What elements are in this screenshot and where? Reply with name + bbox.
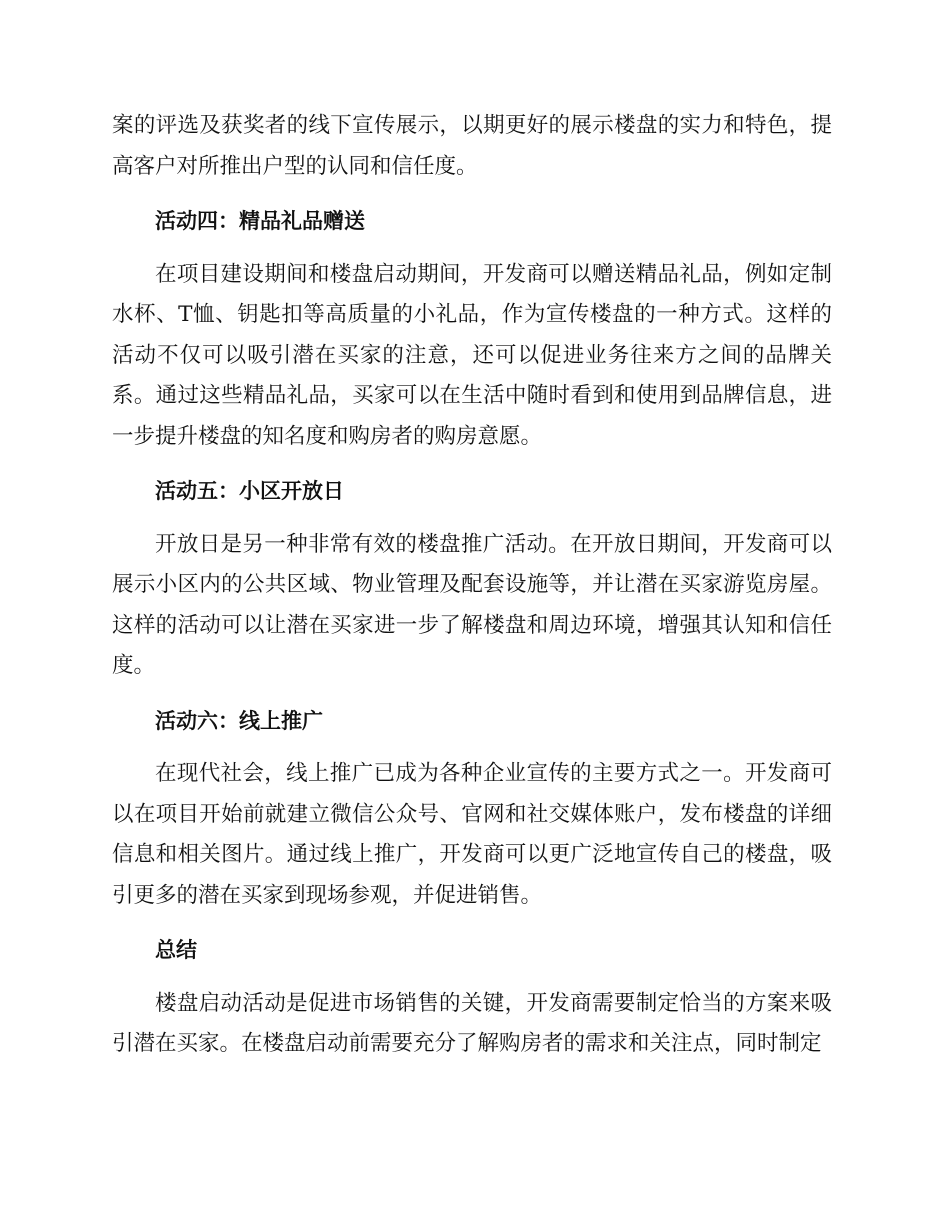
paragraph-continued: 案的评选及获奖者的线下宣传展示，以期更好的展示楼盘的实力和特色，提高客户对所推出户型的认同和信任度。 [112, 113, 832, 179]
paragraph-online-promotion: 在现代社会，线上推广已成为各种企业宣传的主要方式之一。开发商可以在项目开始前就建立微信公众号、官网和社交媒体账户，发布楼盘的详细信息和相关图片。通过线上推广，开发商可以更广泛地宣传自己的楼盘，吸引更多的潜在买家到现场参观，并促进销售。 [112, 761, 832, 908]
section-heading-activity-4: 活动四：精品礼品赠送 [155, 209, 365, 233]
paragraph-gift-giveaway: 在项目建设期间和楼盘启动期间，开发商可以赠送精品礼品，例如定制水杯、T恤、钥匙扣等高质量的小礼品，作为宣传楼盘的一种方式。这样的活动不仅可以吸引潜在买家的注意，还可以促进业务往来方之间的品牌关系。通过这些精品礼品，买家可以在生活中随时看到和使用到品牌信息，进一步提升楼盘的知名度和购房者的购房意愿。 [112, 261, 832, 449]
section-heading-activity-6: 活动六：线上推广 [155, 708, 323, 733]
paragraph-open-day: 开放日是另一种非常有效的楼盘推广活动。在开放日期间，开发商可以展示小区内的公共区域、物业管理及配套设施等，并让潜在买家游览房屋。这样的活动可以让潜在买家进一步了解楼盘和周边环境，增强其认知和信任度。 [112, 531, 832, 678]
document-body [112, 106, 832, 1065]
section-heading-activity-5: 活动五：小区开放日 [155, 479, 344, 503]
paragraph-summary: 楼盘启动活动是促进市场销售的关键，开发商需要制定恰当的方案来吸引潜在买家。在楼盘启动前需要充分了解购房者的需求和关注点，同时制定 [112, 990, 832, 1056]
section-heading-summary: 总结 [155, 938, 197, 962]
